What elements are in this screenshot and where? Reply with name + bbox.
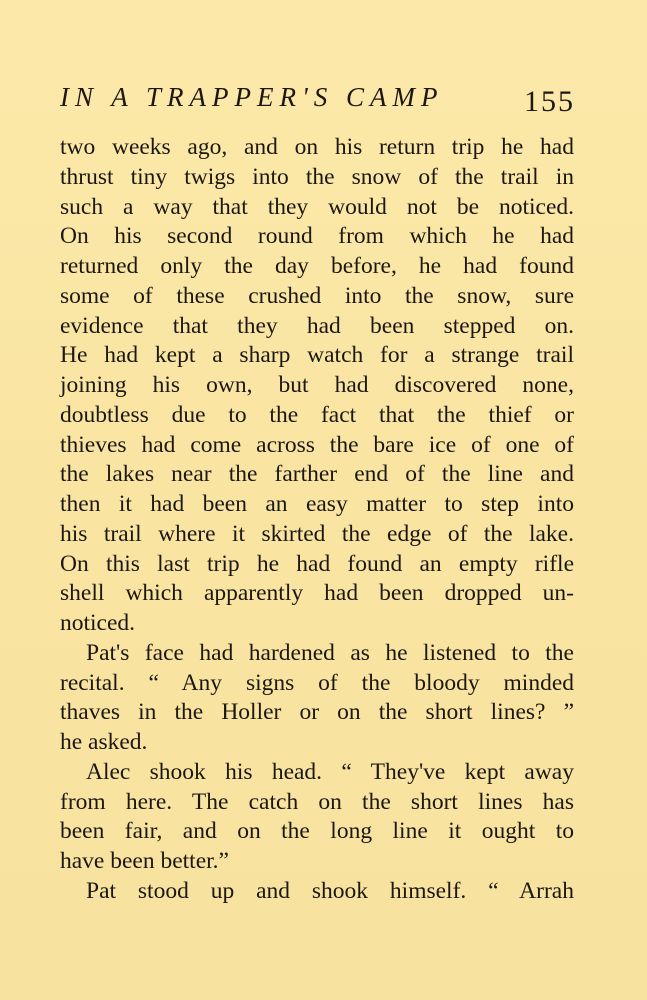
text-line: such a way that they would not be noticed. xyxy=(60,193,574,220)
text-line: have been better.” xyxy=(60,848,229,874)
text-line: Pat's face had hardened as he listened to the xyxy=(86,639,574,666)
running-title: IN A TRAPPER'S CAMP xyxy=(60,82,444,112)
text-line: shell which apparently had been dropped un- xyxy=(60,580,574,607)
text-line: some of these crushed into the snow, sure xyxy=(60,282,574,309)
text-line: two weeks ago, and on his return trip he had xyxy=(60,134,574,160)
text-line: On his second round from which he had xyxy=(60,223,574,250)
text-line: thrust tiny twigs into the snow of the trail in xyxy=(60,163,574,190)
text-line: thaves in the Holler or on the short lines? ” xyxy=(60,699,574,726)
text-line: from here. The catch on the short lines has xyxy=(60,788,574,815)
text-line: On this last trip he had found an empty rifle xyxy=(60,550,574,577)
text-line: his trail where it skirted the edge of the lake. xyxy=(60,520,574,547)
text-line: the lakes near the farther end of the line and xyxy=(60,461,574,488)
text-line: he asked. xyxy=(60,729,148,755)
text-line: doubtless due to the fact that the thief or xyxy=(60,401,574,428)
page-number: 155 xyxy=(524,85,575,118)
text-line: been fair, and on the long line it ought to xyxy=(60,818,574,845)
text-line: noticed. xyxy=(60,610,136,636)
text-line: Pat stood up and shook himself. “ Arrah xyxy=(86,877,574,904)
text-line: He had kept a sharp watch for a strange trail xyxy=(60,342,574,369)
running-header xyxy=(60,82,575,122)
text-line: returned only the day before, he had found xyxy=(60,253,574,279)
text-line: then it had been an easy matter to step into xyxy=(60,491,574,517)
text-line: evidence that they had been stepped on. xyxy=(60,312,574,339)
text-line: thieves had come across the bare ice of one of xyxy=(60,431,574,458)
text-line: Alec shook his head. “ They've kept away xyxy=(86,758,574,785)
text-line: joining his own, but had discovered none, xyxy=(60,372,574,398)
body-text xyxy=(60,133,574,907)
text-line: recital. “ Any signs of the bloody minded xyxy=(60,669,574,696)
